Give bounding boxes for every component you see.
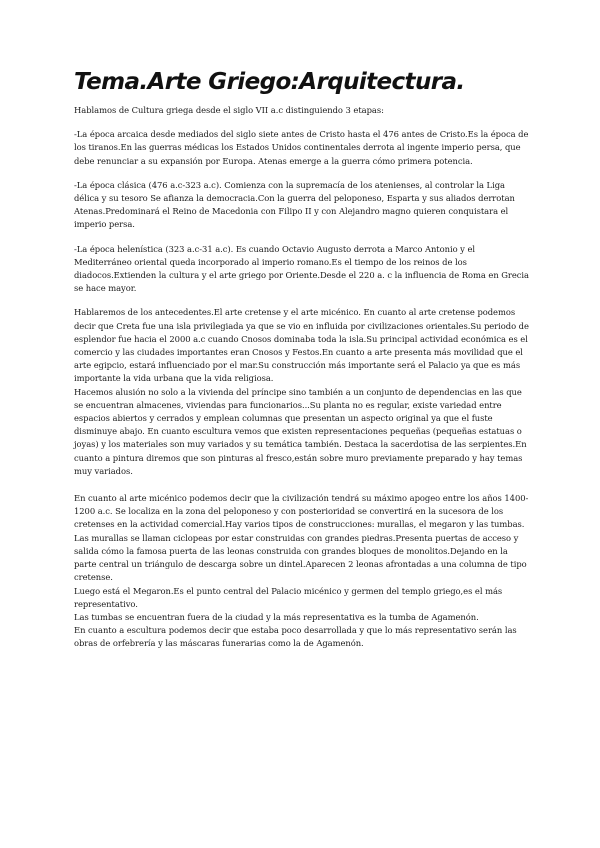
micenico-paragraph-1: En cuanto al arte micénico podemos decir que la civilización tendrá su máximo apogeo entre los años 1400-1200 a.c. Se localiza en la zona del peloponeso y con posterioridad se convertirá en la sucesora de los cretenses en la actividad comercial.Hay varios tipos de construcciones: murallas, el megaron y las tumbas. [74,493,529,530]
cretense-paragraph-1: Hablaremos de los antecedentes.El arte cretense y el arte micénico. En cuanto al arte cretense podemos decir que Creta fue una isla privilegiada ya que se vio en influida por civilizaciones orientales.Su periodo de esplendor fue hacia el 2000 a.c cuando Cnosos dominaba toda la isla.Su principal actividad económica es el comercio y las ciudades importantes eran Cnosos y Festos.En cuanto a arte presenta más movilidad que el arte egipcio, estará influenciado por el mar.Su construcción más importante será el Palacio ya que es más importante la vida urbana que la vida religiosa. [74,307,529,384]
micenico-paragraph-5: En cuanto a escultura podemos decir que estaba poco desarrollada y que lo más representativo serán las obras de orfebrería y las máscaras funerarias como la de Agamenón. [74,625,517,649]
period-classical-paragraph: -La época clásica (476 a.c-323 a.c). Comienza con la supremacía de los atenienses, al controlar la Liga délica y su tesoro Se afianza la democracia.Con la guerra del peloponeso, Esparta y sus aliados derrotan Atenas.Predominará el Reino de Macedonia con Filipo II y con Alejandro magno quieren conquistara el imperio persa. [74,179,515,230]
spacer [74,295,530,306]
intro-paragraph: Hablamos de Cultura griega desde el siglo VII a.c distinguiendo 3 etapas: [74,105,384,115]
spacer [74,168,530,179]
micenico-paragraph-2: Las murallas se llaman ciclopeas por estar construidas con grandes piedras.Presenta puertas de acceso y salida cómo la famosa puerta de las leonas construida con grandes bloques de monolitos.Dejando en la parte central un triángulo de descarga sobre un dintel.Aparecen 2 leonas afrontadas a una columna de tipo cretense. [74,532,527,583]
spacer [74,478,530,492]
cretense-paragraph-2: Hacemos alusión no solo a la vivienda del príncipe sino también a un conjunto de dependencias en las que se encuentran almacenes, viviendas para funcionarios...Su planta no es regular, existe variedad entre espacios abiertos y cerrados y emplean columnas que presentan un aspecto original ya que el fuste disminuye abajo. En cuanto escultura vemos que existen representaciones pequeñas (pequeñas estatuas o joyas) y los materiales son muy variados y su temática también. Destaca la sacerdotisa de las serpientes.En cuanto a pintura diremos que son pinturas al fresco,están sobre muro previamente preparado y hay temas muy variados. [74,386,527,476]
spacer [74,117,530,128]
micenico-paragraph-3: Luego está el Megaron.Es el punto central del Palacio micénico y germen del templo griego,es el más representativo. [74,585,503,609]
spacer [74,232,530,243]
period-archaic-paragraph: -La época arcaica desde mediados del siglo siete antes de Cristo hasta el 476 antes de Cristo.Es la época de los tiranos.En las guerras médicas los Estados Unidos continentales derrota al ingente imperio persa, que debe renunciar a su expansión por Europa. Atenas emerge a la guerra cómo primera potencia. [74,129,529,166]
document-page [74,68,530,651]
document-title: Tema.Arte Griego:Arquitectura. [74,69,465,95]
period-hellenistic-paragraph: -La época helenística (323 a.c-31 a.c). Es cuando Octavio Augusto derrota a Marco Antonio y el Mediterráneo oriental queda incorporado al imperio romano.Es el tiempo de los reinos de los diadocos.Extienden la cultura y el arte griego por Oriente.Desde el 220 a. c la influencia de Roma en Grecia se hace mayor. [74,243,530,294]
micenico-paragraph-4: Las tumbas se encuentran fuera de la ciudad y la más representativa es la tumba de Agamenón. [74,611,479,622]
